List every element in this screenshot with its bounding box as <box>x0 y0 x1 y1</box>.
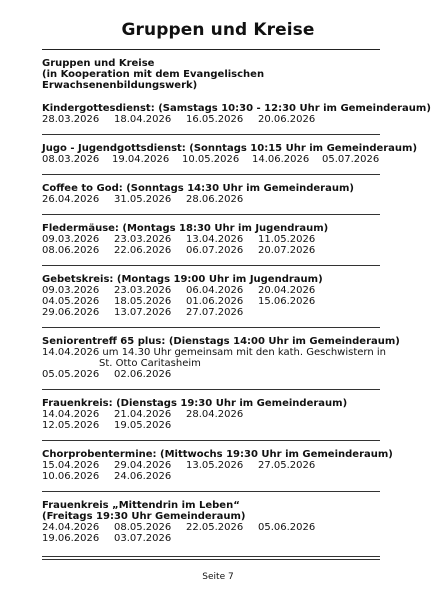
date-cell: 10.05.2026 <box>182 154 240 165</box>
date-cell: 15.06.2026 <box>258 296 316 307</box>
intro-block <box>42 58 392 91</box>
date-cell: 20.07.2026 <box>258 245 316 256</box>
date-cell: 27.07.2026 <box>186 307 244 318</box>
date-cell: 28.04.2026 <box>186 409 244 420</box>
date-cell: 24.06.2026 <box>114 471 172 482</box>
date-cell: 19.05.2026 <box>114 420 172 431</box>
date-row <box>42 296 392 307</box>
date-cell: 02.06.2026 <box>114 369 172 380</box>
schedule-section <box>42 398 392 441</box>
section-title: Fledermäuse: (Montags 18:30 Uhr im Jugendraum) <box>42 223 329 234</box>
date-cell: 09.03.2026 <box>42 285 100 296</box>
schedule-section <box>42 500 392 544</box>
title-divider <box>42 49 380 50</box>
schedule-content <box>42 58 431 552</box>
date-cell: 29.04.2026 <box>114 460 172 471</box>
date-cell: 13.04.2026 <box>186 234 244 245</box>
schedule-section <box>42 143 418 175</box>
date-cell: 18.05.2026 <box>114 296 172 307</box>
intro-heading: Gruppen und Kreise <box>42 58 155 69</box>
date-row <box>42 522 392 533</box>
schedule-section <box>42 336 400 390</box>
footer-divider-double <box>42 559 380 560</box>
date-cell: 28.03.2026 <box>42 114 100 125</box>
date-cell: 14.04.2026 <box>42 409 100 420</box>
section-title: Seniorentreff 65 plus: (Dienstags 14:00 Uhr im Gemeinderaum) <box>42 336 400 347</box>
date-cell: 11.05.2026 <box>258 234 316 245</box>
section-note: St. Otto Caritasheim <box>99 358 201 369</box>
date-cell: 19.06.2026 <box>42 533 100 544</box>
schedule-section <box>42 103 431 135</box>
date-cell: 06.04.2026 <box>186 285 244 296</box>
date-cell: 15.04.2026 <box>42 460 100 471</box>
date-cell: 29.06.2026 <box>42 307 100 318</box>
section-title: Jugo - Jugendgottsdienst: (Sonntags 10:15 Uhr im Gemeinderaum) <box>42 143 418 154</box>
date-cell: 08.06.2026 <box>42 245 100 256</box>
page-title: Gruppen und Kreise <box>121 20 315 40</box>
date-cell: 24.04.2026 <box>42 522 100 533</box>
date-row <box>42 307 392 318</box>
date-cell: 05.06.2026 <box>258 522 316 533</box>
section-title: Kindergottesdienst: (Samstags 10:30 - 12:30 Uhr im Gemeinderaum) <box>42 103 431 114</box>
date-cell: 19.04.2026 <box>112 154 170 165</box>
section-divider <box>42 174 380 175</box>
section-title: Coffee to God: (Sonntags 14:30 Uhr im Gemeinderaum) <box>42 183 354 194</box>
section-divider <box>42 491 380 492</box>
intro-subheading: (in Kooperation mit dem Evangelischen Erwachsenenbildungswerk) <box>42 69 265 91</box>
date-cell: 03.07.2026 <box>114 533 172 544</box>
date-cell: 27.05.2026 <box>258 460 316 471</box>
date-cell: 05.05.2026 <box>42 369 100 380</box>
date-cell: 06.07.2026 <box>186 245 244 256</box>
section-title: Frauenkreis „Mittendrin im Leben“ <box>42 500 240 511</box>
date-cell: 16.05.2026 <box>186 114 244 125</box>
date-row <box>42 234 392 245</box>
date-cell: 05.07.2026 <box>322 154 380 165</box>
date-cell: 22.06.2026 <box>114 245 172 256</box>
date-cell: 13.05.2026 <box>186 460 244 471</box>
section-divider <box>42 440 380 441</box>
schedule-section <box>42 449 392 492</box>
date-cell: 08.05.2026 <box>114 522 172 533</box>
section-divider <box>42 265 380 266</box>
schedule-section <box>42 223 392 266</box>
date-row <box>42 114 392 125</box>
date-cell: 23.03.2026 <box>114 285 172 296</box>
date-cell: 26.04.2026 <box>42 194 100 205</box>
schedule-section <box>42 274 392 328</box>
date-row <box>42 194 392 205</box>
date-cell: 08.03.2026 <box>42 154 100 165</box>
section-divider <box>42 389 380 390</box>
date-row <box>42 409 392 420</box>
section-divider <box>42 327 380 328</box>
date-cell: 12.05.2026 <box>42 420 100 431</box>
date-cell: 18.04.2026 <box>114 114 172 125</box>
section-divider <box>42 134 380 135</box>
section-divider <box>42 214 380 215</box>
date-cell: 20.06.2026 <box>258 114 316 125</box>
section-title: (Freitags 19:30 Uhr Gemeinderaum) <box>42 511 246 522</box>
schedule-section <box>42 183 392 215</box>
date-row <box>42 285 392 296</box>
section-note: 14.04.2026 um 14.30 Uhr gemeinsam mit den kath. Geschwistern in <box>42 347 386 358</box>
date-cell: 28.06.2026 <box>186 194 244 205</box>
date-cell: 09.03.2026 <box>42 234 100 245</box>
date-row <box>42 154 392 165</box>
date-cell: 10.06.2026 <box>42 471 100 482</box>
section-list <box>42 103 431 544</box>
date-row <box>42 533 392 544</box>
footer-divider <box>42 556 380 557</box>
date-cell: 04.05.2026 <box>42 296 100 307</box>
date-cell: 22.05.2026 <box>186 522 244 533</box>
page-number: Seite 7 <box>202 572 234 582</box>
date-cell: 14.06.2026 <box>252 154 310 165</box>
date-row <box>42 369 392 380</box>
date-cell: 01.06.2026 <box>186 296 244 307</box>
section-title: Gebetskreis: (Montags 19:00 Uhr im Jugendraum) <box>42 274 323 285</box>
date-row <box>42 245 392 256</box>
date-row <box>42 471 392 482</box>
date-cell: 31.05.2026 <box>114 194 172 205</box>
date-row <box>42 460 392 471</box>
date-cell: 20.04.2026 <box>258 285 316 296</box>
date-cell: 13.07.2026 <box>114 307 172 318</box>
date-row <box>42 420 392 431</box>
section-title: Chorprobentermine: (Mittwochs 19:30 Uhr im Gemeinderaum) <box>42 449 393 460</box>
date-cell: 21.04.2026 <box>114 409 172 420</box>
date-cell: 23.03.2026 <box>114 234 172 245</box>
section-title: Frauenkreis: (Dienstags 19:30 Uhr im Gemeinderaum) <box>42 398 348 409</box>
